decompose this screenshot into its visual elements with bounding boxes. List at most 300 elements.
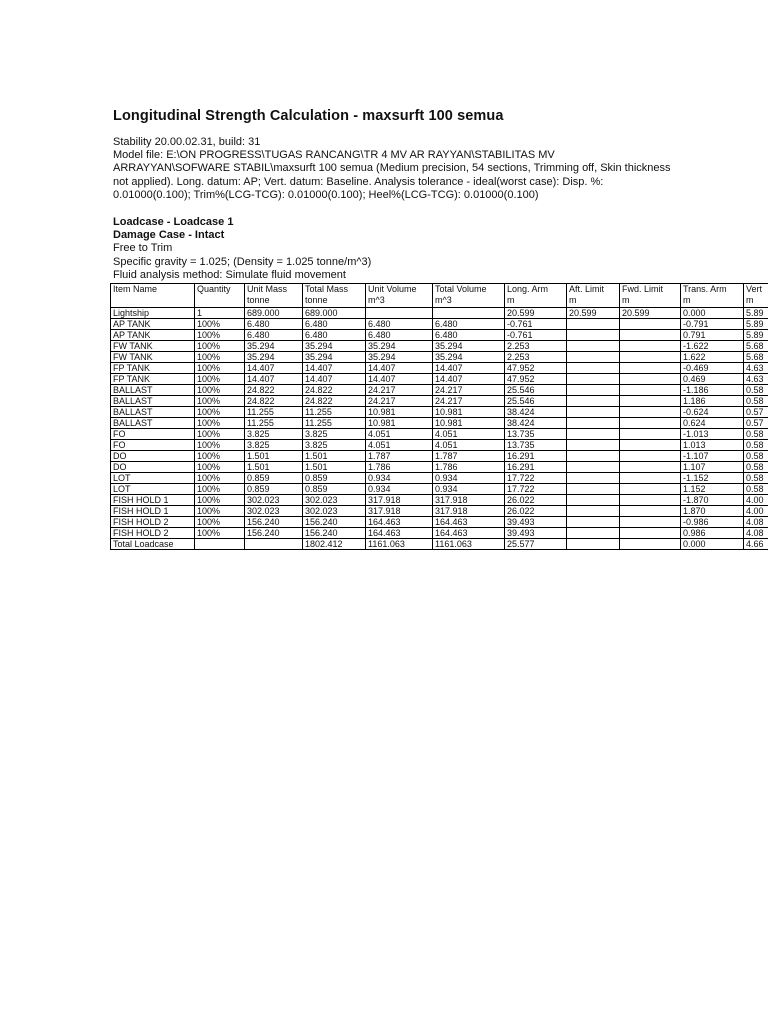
table-cell (567, 385, 620, 396)
table-cell: 0.934 (366, 484, 433, 495)
table-cell: 0.859 (303, 484, 366, 495)
table-cell: FO (111, 429, 195, 440)
column-header (245, 284, 303, 308)
column-header-unit: tonne (247, 295, 270, 306)
table-cell: 3.825 (303, 440, 366, 451)
table-cell: 39.493 (505, 528, 567, 539)
table-cell (620, 473, 681, 484)
table-cell: 100% (195, 407, 245, 418)
table-cell: 35.294 (366, 341, 433, 352)
table-cell: 14.407 (303, 374, 366, 385)
table-row (111, 429, 768, 440)
table-cell: 14.407 (303, 363, 366, 374)
table-cell (567, 374, 620, 385)
table-cell: FISH HOLD 2 (111, 517, 195, 528)
table-cell: 164.463 (433, 528, 505, 539)
table-cell: 100% (195, 429, 245, 440)
table-cell (567, 451, 620, 462)
table-cell (567, 495, 620, 506)
table-cell (366, 308, 433, 319)
column-header (744, 284, 768, 308)
table-cell: 24.217 (433, 385, 505, 396)
table-cell: 0.58 (744, 385, 768, 396)
table-cell: 24.822 (245, 396, 303, 407)
table-cell: 0.934 (433, 484, 505, 495)
table-cell: 14.407 (366, 374, 433, 385)
table-cell: -1.152 (681, 473, 744, 484)
table-cell: 4.051 (433, 440, 505, 451)
table-cell: 4.63 (744, 363, 768, 374)
column-header-unit: m^3 (368, 295, 385, 306)
table-cell: 100% (195, 418, 245, 429)
table-cell: -0.986 (681, 517, 744, 528)
column-header-label: Total Volume (435, 284, 487, 295)
column-header-label: Fwd. Limit (622, 284, 664, 295)
table-cell: 156.240 (303, 517, 366, 528)
table-cell: 4.08 (744, 528, 768, 539)
table-cell: 5.89 (744, 319, 768, 330)
table-cell: 25.546 (505, 396, 567, 407)
table-cell: 47.952 (505, 363, 567, 374)
table-cell: 0.57 (744, 418, 768, 429)
table-cell: 0.934 (366, 473, 433, 484)
table-cell: 1.786 (366, 462, 433, 473)
table-cell: -0.469 (681, 363, 744, 374)
table-cell: 1.787 (433, 451, 505, 462)
table-cell: -0.761 (505, 330, 567, 341)
table-cell: 2.253 (505, 341, 567, 352)
table-cell: 4.00 (744, 506, 768, 517)
column-header-unit: m (746, 295, 754, 306)
table-cell: 35.294 (303, 352, 366, 363)
table-cell: 6.480 (366, 319, 433, 330)
table-cell (567, 473, 620, 484)
table-cell: 35.294 (245, 352, 303, 363)
column-header-label: Trans. Arm (683, 284, 727, 295)
table-cell: 1.501 (245, 462, 303, 473)
table-cell: 47.952 (505, 374, 567, 385)
table-cell: 0.58 (744, 473, 768, 484)
column-header (567, 284, 620, 308)
table-row (111, 451, 768, 462)
table-cell: 100% (195, 473, 245, 484)
table-cell: 0.859 (245, 484, 303, 495)
table-row (111, 308, 768, 319)
table-cell: 4.00 (744, 495, 768, 506)
table-cell: 5.68 (744, 352, 768, 363)
table-row (111, 495, 768, 506)
table-row (111, 407, 768, 418)
table-cell: -1.622 (681, 341, 744, 352)
loadcase-name: Loadcase - Loadcase 1 (113, 216, 234, 229)
column-header-label: Unit Volume (368, 284, 417, 295)
table-cell: 35.294 (433, 352, 505, 363)
table-row (111, 385, 768, 396)
table-cell: 1 (195, 308, 245, 319)
table-cell: 26.022 (505, 495, 567, 506)
table-cell (620, 363, 681, 374)
table-cell: 11.255 (303, 407, 366, 418)
table-cell: 24.822 (245, 385, 303, 396)
model-file-info: Model file: E:\ON PROGRESS\TUGAS RANCANG\TR 4 MV AR RAYYAN\STABILITAS MV ARRAYYAN\SOFWARE STABIL\maxsurft 100 semua (Medium precision, 54 sections, Trimming off, Skin thickness not applied). Long. datum: AP; Vert. datum: Baseline. Analysis tolerance - ideal(worst case): Disp. %: 0.01000(0.100); Trim%(LCG-TCG): 0.01000(0.100); Heel%(LCG-TCG): 0.01000(0.100) (113, 149, 671, 201)
table-cell: 24.217 (366, 396, 433, 407)
table-cell: DO (111, 451, 195, 462)
table-cell (620, 341, 681, 352)
table-cell: 302.023 (303, 506, 366, 517)
table-cell (567, 462, 620, 473)
table-cell: 1.870 (681, 506, 744, 517)
table-cell (620, 495, 681, 506)
table-cell: 2.253 (505, 352, 567, 363)
table-cell: 1.622 (681, 352, 744, 363)
table-cell (620, 374, 681, 385)
table-row (111, 352, 768, 363)
table-cell (567, 319, 620, 330)
table-cell (620, 396, 681, 407)
table-cell: 11.255 (245, 418, 303, 429)
table-row (111, 418, 768, 429)
table-cell (620, 418, 681, 429)
table-cell: 39.493 (505, 517, 567, 528)
table-cell: 164.463 (366, 517, 433, 528)
column-header-unit: m (683, 295, 691, 306)
table-cell: 317.918 (433, 495, 505, 506)
column-header (303, 284, 366, 308)
column-header (195, 284, 245, 308)
table-cell (620, 451, 681, 462)
table-cell: 35.294 (303, 341, 366, 352)
table-cell: 689.000 (245, 308, 303, 319)
table-cell: FW TANK (111, 341, 195, 352)
table-cell: -1.013 (681, 429, 744, 440)
column-header (620, 284, 681, 308)
table-cell: 100% (195, 517, 245, 528)
table-cell (567, 418, 620, 429)
table-cell: -0.761 (505, 319, 567, 330)
table-cell: 10.981 (366, 418, 433, 429)
column-header-label: Unit Mass (247, 284, 288, 295)
table-cell: 3.825 (245, 429, 303, 440)
table-row (111, 319, 768, 330)
table-cell: 317.918 (366, 495, 433, 506)
table-cell (567, 363, 620, 374)
table-row (111, 396, 768, 407)
table-cell: 0.58 (744, 440, 768, 451)
table-cell: 100% (195, 528, 245, 539)
table-cell: 317.918 (433, 506, 505, 517)
table-cell: 6.480 (303, 330, 366, 341)
table-cell: 26.022 (505, 506, 567, 517)
table-row (111, 330, 768, 341)
table-cell: FISH HOLD 1 (111, 506, 195, 517)
trim-mode: Free to Trim (113, 242, 173, 255)
table-cell: Lightship (111, 308, 195, 319)
table-cell: FO (111, 440, 195, 451)
table-cell: 6.480 (433, 319, 505, 330)
table-cell: -1.107 (681, 451, 744, 462)
table-cell: 0.58 (744, 429, 768, 440)
column-header-label: Vert (746, 284, 763, 295)
column-header-unit: m (569, 295, 577, 306)
table-cell (620, 407, 681, 418)
table-cell: 4.051 (366, 440, 433, 451)
table-cell: 16.291 (505, 451, 567, 462)
table-cell (433, 308, 505, 319)
table-cell (567, 407, 620, 418)
table-cell (620, 484, 681, 495)
table-cell (620, 385, 681, 396)
table-cell: 14.407 (245, 363, 303, 374)
fluid-method: Fluid analysis method: Simulate fluid movement (113, 268, 346, 281)
table-cell: FISH HOLD 1 (111, 495, 195, 506)
table-row (111, 539, 768, 550)
table-cell: 35.294 (433, 341, 505, 352)
table-cell: 13.735 (505, 429, 567, 440)
table-row (111, 506, 768, 517)
table-cell: 24.217 (366, 385, 433, 396)
table-cell: 17.722 (505, 484, 567, 495)
table-cell: 1161.063 (433, 539, 505, 550)
damage-case: Damage Case - Intact (113, 229, 225, 242)
table-cell: LOT (111, 473, 195, 484)
column-header (505, 284, 567, 308)
table-cell: 100% (195, 385, 245, 396)
table-cell: BALLAST (111, 418, 195, 429)
table-cell: 0.934 (433, 473, 505, 484)
table-cell (620, 539, 681, 550)
table-cell: 1.787 (366, 451, 433, 462)
table-cell: 4.66 (744, 539, 768, 550)
table-cell: FW TANK (111, 352, 195, 363)
table-cell: 5.89 (744, 330, 768, 341)
table-cell (620, 429, 681, 440)
table-cell (620, 462, 681, 473)
table-cell: BALLAST (111, 396, 195, 407)
column-header (366, 284, 433, 308)
stability-version: Stability 20.00.02.31, build: 31 (113, 136, 261, 148)
table-cell: 100% (195, 341, 245, 352)
table-cell (620, 506, 681, 517)
table-cell: 14.407 (245, 374, 303, 385)
table-cell: 3.825 (245, 440, 303, 451)
table-row (111, 440, 768, 451)
table-cell (567, 341, 620, 352)
table-cell: 6.480 (433, 330, 505, 341)
table-cell: 100% (195, 440, 245, 451)
table-cell: DO (111, 462, 195, 473)
table-cell: 0.58 (744, 396, 768, 407)
table-cell: 164.463 (366, 528, 433, 539)
report-info (113, 136, 673, 282)
loadcase-table (110, 283, 768, 550)
specific-gravity: Specific gravity = 1.025; (Density = 1.025 tonne/m^3) (113, 255, 372, 268)
table-cell: 4.051 (433, 429, 505, 440)
table-cell: 5.68 (744, 341, 768, 352)
table-cell (620, 517, 681, 528)
table-cell: 6.480 (245, 330, 303, 341)
table-cell: 10.981 (433, 418, 505, 429)
table-cell: 35.294 (366, 352, 433, 363)
table-cell: 10.981 (433, 407, 505, 418)
table-cell (567, 517, 620, 528)
column-header-unit: tonne (305, 295, 328, 306)
table-cell: 3.825 (303, 429, 366, 440)
table-cell: 1.501 (245, 451, 303, 462)
table-cell (620, 440, 681, 451)
table-cell: -0.791 (681, 319, 744, 330)
table-cell: -0.624 (681, 407, 744, 418)
table-cell: 302.023 (245, 506, 303, 517)
table-cell: 317.918 (366, 506, 433, 517)
column-header-label: Quantity (197, 284, 231, 295)
table-cell: 100% (195, 484, 245, 495)
table-cell: FISH HOLD 2 (111, 528, 195, 539)
table-cell: 4.051 (366, 429, 433, 440)
table-cell (245, 539, 303, 550)
table-cell: FP TANK (111, 363, 195, 374)
table-cell: 156.240 (303, 528, 366, 539)
table-cell: 14.407 (433, 363, 505, 374)
table-cell (567, 484, 620, 495)
table-cell (567, 352, 620, 363)
table-cell (195, 539, 245, 550)
table-cell: 0.58 (744, 484, 768, 495)
table-header (111, 284, 768, 308)
table-cell: -1.870 (681, 495, 744, 506)
table-cell: 302.023 (245, 495, 303, 506)
table-cell: BALLAST (111, 407, 195, 418)
table-cell: 1.152 (681, 484, 744, 495)
table-cell: 1802.412 (303, 539, 366, 550)
table-cell: 35.294 (245, 341, 303, 352)
table-cell: 4.63 (744, 374, 768, 385)
table-cell: 0.000 (681, 539, 744, 550)
table-cell: 13.735 (505, 440, 567, 451)
table-cell: 24.822 (303, 396, 366, 407)
table-cell: 20.599 (567, 308, 620, 319)
table-cell (567, 506, 620, 517)
table-cell: 100% (195, 319, 245, 330)
table-cell: 6.480 (245, 319, 303, 330)
table-cell: Total Loadcase (111, 539, 195, 550)
report-title: Longitudinal Strength Calculation - maxsurft 100 semua (113, 108, 504, 124)
table-cell: 100% (195, 495, 245, 506)
table-cell: 5.89 (744, 308, 768, 319)
table-cell: 24.822 (303, 385, 366, 396)
table-cell: 10.981 (366, 407, 433, 418)
table-row (111, 462, 768, 473)
table-cell: 14.407 (366, 363, 433, 374)
table-cell: 0.58 (744, 451, 768, 462)
table-cell: 1.786 (433, 462, 505, 473)
column-header-label: Item Name (113, 284, 158, 295)
report-page (110, 108, 768, 550)
column-header-unit: m (507, 295, 515, 306)
table-cell: 0.469 (681, 374, 744, 385)
table-cell: 38.424 (505, 407, 567, 418)
table-row (111, 341, 768, 352)
table-row (111, 363, 768, 374)
table-cell: 1.107 (681, 462, 744, 473)
column-header (681, 284, 744, 308)
table-body (111, 308, 768, 550)
table-cell: 11.255 (303, 418, 366, 429)
table-cell: 156.240 (245, 528, 303, 539)
table-cell (620, 330, 681, 341)
table-cell (620, 319, 681, 330)
table-cell: FP TANK (111, 374, 195, 385)
table-cell (567, 396, 620, 407)
table-cell: 1.186 (681, 396, 744, 407)
table-cell: 100% (195, 363, 245, 374)
column-header-unit: m^3 (435, 295, 452, 306)
table-cell: 16.291 (505, 462, 567, 473)
table-cell: 1.501 (303, 462, 366, 473)
table-cell: 156.240 (245, 517, 303, 528)
table-cell (620, 528, 681, 539)
table-cell: 6.480 (366, 330, 433, 341)
table-cell: 17.722 (505, 473, 567, 484)
table-cell: 24.217 (433, 396, 505, 407)
table-cell: 100% (195, 506, 245, 517)
table-cell: 0.58 (744, 462, 768, 473)
header-row (111, 284, 768, 308)
table-cell: 100% (195, 396, 245, 407)
table-cell (567, 539, 620, 550)
table-cell: 100% (195, 352, 245, 363)
table-cell (567, 429, 620, 440)
table-row (111, 374, 768, 385)
column-header (111, 284, 195, 308)
table-cell (567, 528, 620, 539)
table-cell: 0.986 (681, 528, 744, 539)
table-cell: 100% (195, 451, 245, 462)
table-cell: 100% (195, 330, 245, 341)
column-header-label: Long. Arm (507, 284, 549, 295)
table-cell: 0.791 (681, 330, 744, 341)
table-cell: 100% (195, 462, 245, 473)
table-cell: 4.08 (744, 517, 768, 528)
table-cell: 38.424 (505, 418, 567, 429)
table-cell: -1.186 (681, 385, 744, 396)
table-cell: 0.624 (681, 418, 744, 429)
table-cell: 0.859 (303, 473, 366, 484)
table-cell: 0.859 (245, 473, 303, 484)
table-cell: LOT (111, 484, 195, 495)
table-cell: BALLAST (111, 385, 195, 396)
table-row (111, 517, 768, 528)
table-cell (567, 440, 620, 451)
table-cell (567, 330, 620, 341)
column-header-label: Total Mass (305, 284, 349, 295)
table-cell: AP TANK (111, 330, 195, 341)
table-row (111, 473, 768, 484)
table-cell: 0.000 (681, 308, 744, 319)
loadcase-section (113, 216, 673, 282)
table-row (111, 484, 768, 495)
table-cell: 11.255 (245, 407, 303, 418)
table-cell: AP TANK (111, 319, 195, 330)
table-cell: 164.463 (433, 517, 505, 528)
table-cell: 14.407 (433, 374, 505, 385)
table-cell (620, 352, 681, 363)
column-header (433, 284, 505, 308)
table-cell: 25.577 (505, 539, 567, 550)
table-cell: 1.013 (681, 440, 744, 451)
table-cell: 20.599 (505, 308, 567, 319)
table-cell: 25.546 (505, 385, 567, 396)
column-header-label: Aft. Limit (569, 284, 605, 295)
